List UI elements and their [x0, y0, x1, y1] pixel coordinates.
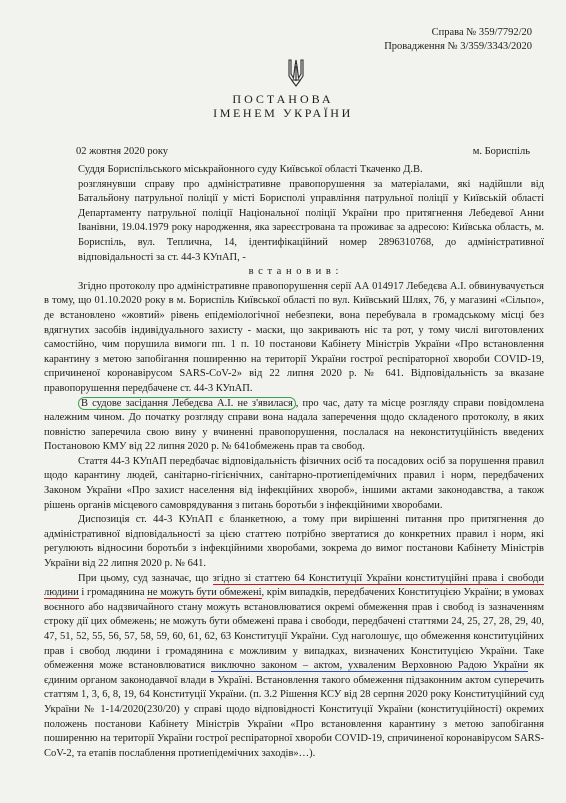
paragraph-hearing-rest: , про час, дату та місце розгляду справи повідомлена належним чином. До початку розгляду справи вона надала заперечення щодо складеного протоколу, в яких повністю заперечила свою вину у вчиненні правопорушення, послалася на неконституційність введених Постановою КМУ від 22 липня 2020 р. № 641обмежень прав та свобод. — [44, 397, 544, 453]
red-underline-cannot-restrict: не можуть бути обмежені — [147, 587, 262, 599]
date-line — [76, 145, 530, 159]
red-underline-article-64: згідно зі статтею 64 Конституції України конституційні права і свободи людини — [44, 572, 544, 599]
text-segment: і громадянина — [78, 587, 148, 599]
paragraph-case-intro: розглянувши справу про адміністративне правопорушення за матеріалами, які надійшли від Батальйону патрульної поліції у місті Борисполі управління патрульної поліції у Київській області Департаменту патрульної поліції Національної поліції України про притягнення Лебедевої Анни Іванівни, 19.04.1979 року народження, яка зареєстрована та проживає за адресою: Київська область, м. Бориспіль, вул. Теплична, 14, ідентифікаційний номер 2896310768, до адміністративної відповідальності за ст. 44-3 КУпАП, - — [78, 178, 544, 263]
case-number: Справа № 359/7792/20 — [431, 27, 532, 38]
document-title: ПОСТАНОВА — [232, 92, 334, 106]
paragraph-article: Стаття 44-3 КУпАП передбачає відповідальність фізичних осіб та посадових осіб за порушення правил щодо карантину людей, санітарно-гігієнічних, санітарно-протиепідемічних правил і норм, передбачених Законом України «Про захист населення від інфекційних хвороб», іншими актами законодавства, а також рішень органів місцевого самоврядування з питань боротьби з інфекційними хворобами. — [44, 455, 544, 511]
document-body — [44, 163, 544, 761]
document-date: 02 жовтня 2020 року — [76, 146, 169, 157]
green-highlight: В судове засідання Лебедєва А.І. не з'явилася — [78, 397, 296, 410]
paragraph-hearing — [44, 397, 544, 455]
paragraph-established: в с т а н о в и в : — [248, 266, 340, 278]
paragraph-constitution — [44, 572, 544, 762]
text-segment: як єдиним органом законодавчої влади в Україні. Встановлення такого обмеження підзаконним актом суперечить статтям 1, 3, 6, 8, 19, 64 Конституції України. (п. 3.2 Рішення КСУ від 28 серпня 2020 року Конституційний суд України № 1-14/2020(230/20) у справі щодо відповідності Конституції України (конституційності) окремих положень постанови Кабінету Міністрів України «Про встановлення карантину з метою запобігання поширенню на території України гострої респіраторної хвороби COVID-19, спричиненої коронавірусом SARS-CoV-2, та етапів послаблення протиепідемічних заходів»…). — [44, 660, 544, 759]
paragraph-judge: Суддя Бориспільського міськрайонного суду Київської області Ткаченко Д.В. — [78, 164, 423, 175]
paragraph-protocol: Згідно протоколу про адміністративне правопорушення серії АА 014917 Лебедєва А.І. обвинувачується в тому, що 01.10.2020 року в м. Бориспіль Київської області по вул. Київський Шлях, 76, у магазині «Сільпо», де встановлено «жовтий» рівень епідеміологічної небезпеки, вона перебувала в громадському місці без вдягнутих засобів індивідуального захисту - маски, що закривають ніс та рот, у тому числі виготовлених самостійно, чим порушила вимоги пп. 1 п. 10 постанови Кабінету Міністрів України «Про встановлення карантину з метою запобігання поширенню на території України гострої респіраторної хвороби COVID-19, спричиненої коронавірусом SARS-CoV-2» від 22 липня 2020 р. № 641. Відповідальність за вказане правопорушення передбачене ст. 44-3 КУпАП. — [44, 280, 544, 394]
text-segment: , крім випадків, передбачених Конституцією України; в умовах воєнного або надзвичайного стану можуть встановлюватися окремі обмеження прав і свобод із зазначенням строку дії цих обмежень; не можуть бути обмежені права і свободи, передбачені статтями 24, 25, 27, 28, 29, 40, 47, 51, 52, 55, 56, 57, 58, 59, 60, 61, 62, 63 Конституції України. Суд наголошує, що обмеження конституційних прав і свобод людини і громадянина є можливим у випадках, визначених Конституцією України. Таке обмеження може встановлюватися — [44, 587, 544, 672]
paragraph-disposition: Диспозиція ст. 44-3 КУпАП є бланкетною, а тому при вирішенні питання про притягнення до адміністративної відповідальності за цією статтею потрібно звертатися до конкретних правил і норм, які регулюють відносини боротьби з інфекційними хворобами, зокрема до вимог постанови Кабінету Міністрів України від 22 липня 2020 р. № 641. — [44, 514, 544, 570]
title-block — [0, 92, 566, 120]
blue-underline-law-only: виключно законом – актом, ухваленим Верховною Радою України — [210, 660, 529, 672]
document-city: м. Бориспіль — [472, 146, 530, 157]
proceeding-number: Провадження № 3/359/3343/2020 — [384, 41, 532, 52]
document-subtitle: ІМЕНЕМ УКРАЇНИ — [213, 106, 353, 120]
text-segment: При цьому, суд зазначає, що — [78, 572, 213, 584]
case-header — [384, 26, 532, 54]
trident-icon — [286, 57, 306, 87]
